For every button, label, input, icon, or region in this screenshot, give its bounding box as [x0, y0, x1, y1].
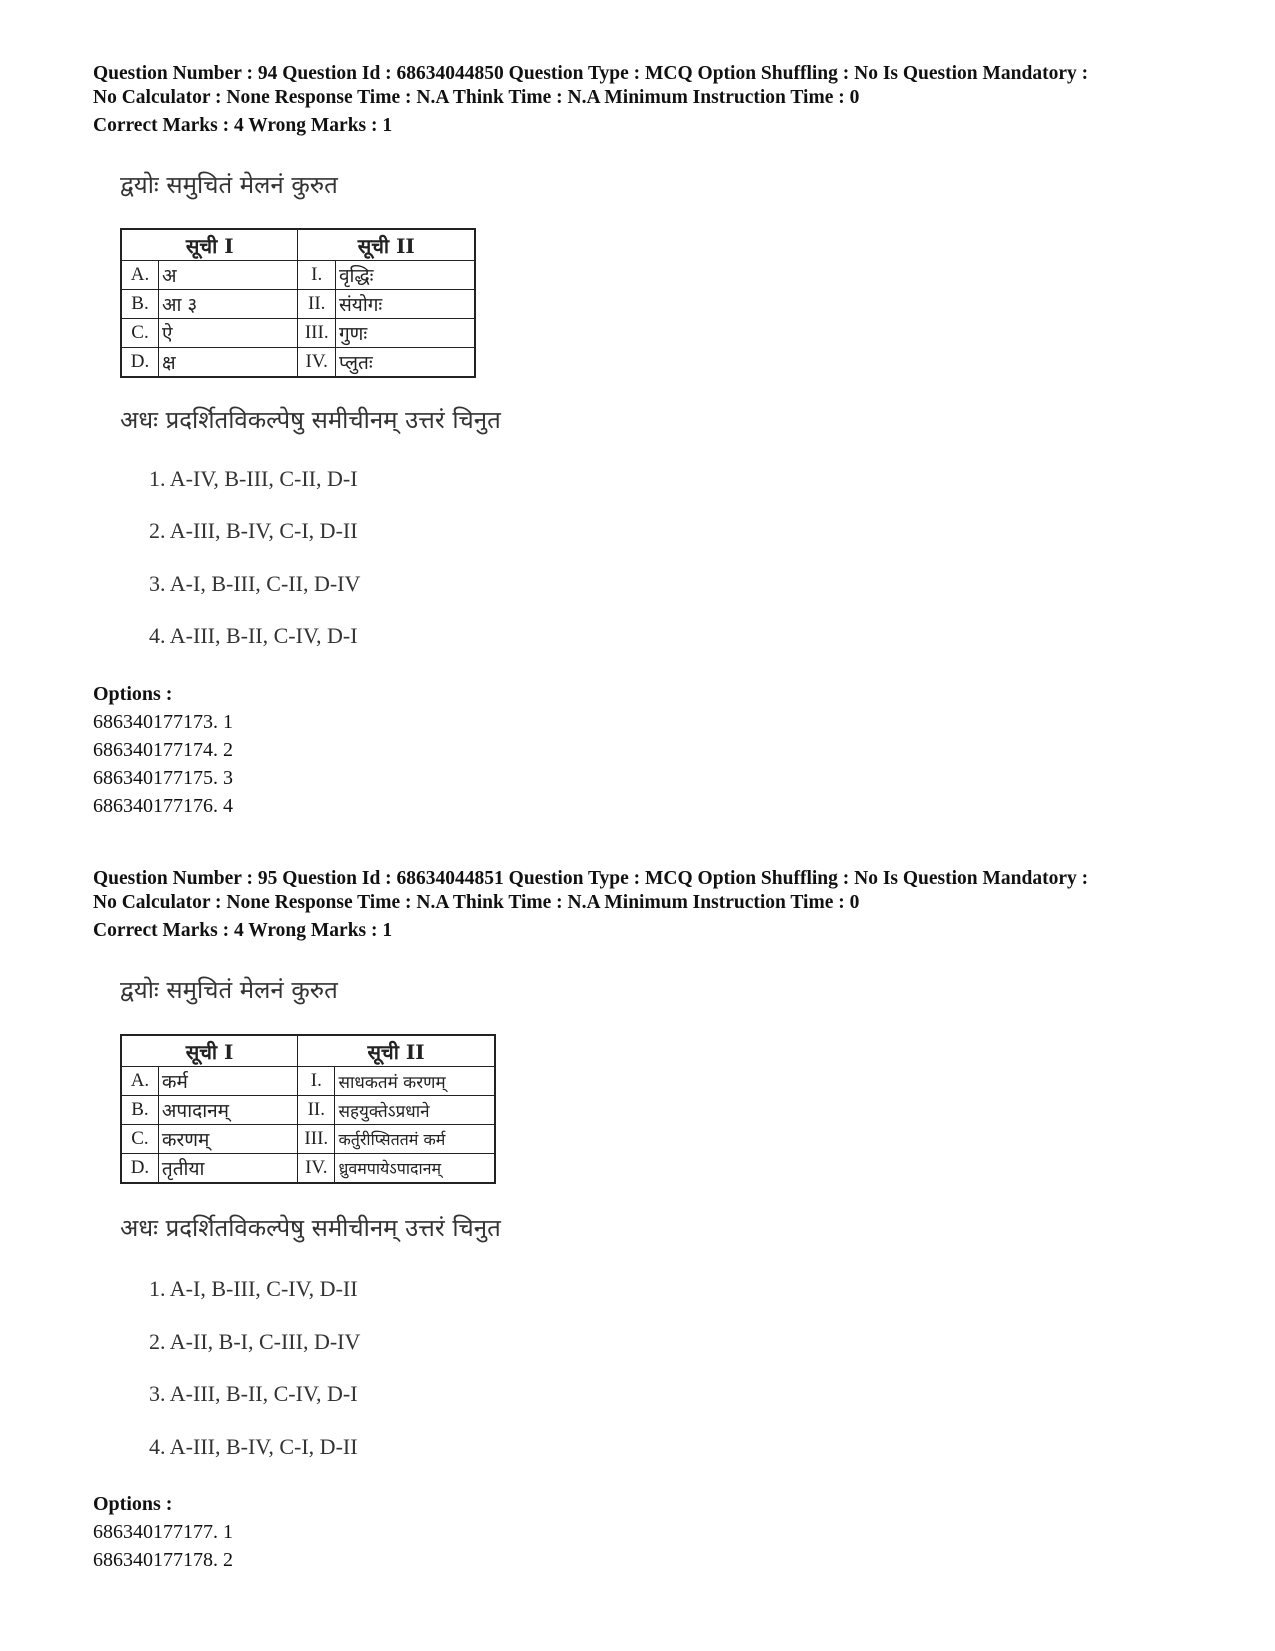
row-key: B. [121, 1096, 158, 1125]
table-row [121, 348, 475, 378]
row-key: IV. [298, 348, 335, 378]
row-key: III. [298, 319, 335, 348]
question-meta-line: Question Number : 95 Question Id : 68634044851 Question Type : MCQ Option Shuffling : No Is Question Mandatory : [93, 868, 1089, 889]
row-item: प्लुतः [335, 348, 475, 378]
answer-choice-2: 2. A-III, B-IV, C-I, D-II [149, 518, 358, 543]
option-id: 686340177176. 4 [93, 795, 233, 817]
question-prompt: द्वयोः समुचितं मेलनं कुरुत [120, 976, 338, 1004]
row-key: II. [298, 290, 335, 319]
row-key: I. [298, 1067, 335, 1096]
table-row [121, 1125, 495, 1154]
row-item: साधकतमं करणम् [335, 1067, 495, 1096]
answer-choice-4: 4. A-III, B-IV, C-I, D-II [149, 1434, 358, 1459]
row-key: A. [121, 261, 158, 290]
match-table-header [121, 229, 475, 261]
table-row [121, 1067, 495, 1096]
option-id: 686340177174. 2 [93, 739, 233, 761]
option-id: 686340177173. 1 [93, 711, 233, 733]
answer-choice-1: 1. A-I, B-III, C-IV, D-II [149, 1276, 358, 1301]
row-key: D. [121, 1154, 158, 1184]
row-item: सहयुक्तेऽप्रधाने [335, 1096, 495, 1125]
match-table [120, 228, 476, 378]
list-1-header: सूची I [121, 229, 298, 261]
marks-line: Correct Marks : 4 Wrong Marks : 1 [93, 115, 393, 136]
match-table-header [121, 1035, 495, 1067]
row-item: संयोगः [335, 290, 475, 319]
row-item: ध्रुवमपायेऽपादानम् [335, 1154, 495, 1184]
table-row [121, 1096, 495, 1125]
row-item: कर्म [158, 1067, 297, 1096]
match-table [120, 1034, 496, 1184]
row-item: क्ष [158, 348, 298, 378]
answer-choice-3: 3. A-III, B-II, C-IV, D-I [149, 1381, 358, 1406]
row-key: I. [298, 261, 335, 290]
answer-choice-3: 3. A-I, B-III, C-II, D-IV [149, 571, 361, 596]
table-row [121, 319, 475, 348]
row-item: अपादानम् [158, 1096, 297, 1125]
list-2-header: सूची II [298, 229, 475, 261]
row-item: तृतीया [158, 1154, 297, 1184]
marks-line: Correct Marks : 4 Wrong Marks : 1 [93, 920, 393, 941]
table-row [121, 290, 475, 319]
question-meta-line: Question Number : 94 Question Id : 68634044850 Question Type : MCQ Option Shuffling : No Is Question Mandatory : [93, 63, 1089, 84]
table-row [121, 1154, 495, 1184]
option-id: 686340177178. 2 [93, 1549, 233, 1571]
answer-choice-1: 1. A-IV, B-III, C-II, D-I [149, 466, 358, 491]
row-key: III. [298, 1125, 335, 1154]
list-2-header: सूची II [298, 1035, 495, 1067]
row-item: वृद्धिः [335, 261, 475, 290]
row-item: आ ३ [158, 290, 298, 319]
question-meta-line: No Calculator : None Response Time : N.A Think Time : N.A Minimum Instruction Time : 0 [93, 87, 860, 108]
question-instruction: अधः प्रदर्शितविकल्पेषु समीचीनम् उत्तरं चिनुत [120, 406, 501, 434]
row-key: IV. [298, 1154, 335, 1184]
answer-choice-2: 2. A-II, B-I, C-III, D-IV [149, 1329, 361, 1354]
row-key: C. [121, 319, 158, 348]
row-item: कर्तुरीप्सिततमं कर्म [335, 1125, 495, 1154]
row-key: II. [298, 1096, 335, 1125]
option-id: 686340177177. 1 [93, 1521, 233, 1543]
option-id: 686340177175. 3 [93, 767, 233, 789]
row-item: करणम् [158, 1125, 297, 1154]
question-instruction: अधः प्रदर्शितविकल्पेषु समीचीनम् उत्तरं चिनुत [120, 1214, 501, 1242]
table-row [121, 261, 475, 290]
row-key: B. [121, 290, 158, 319]
options-label: Options : [93, 1493, 173, 1515]
row-item: गुणः [335, 319, 475, 348]
row-key: A. [121, 1067, 158, 1096]
question-prompt: द्वयोः समुचितं मेलनं कुरुत [120, 171, 338, 199]
options-label: Options : [93, 683, 173, 705]
answer-choice-4: 4. A-III, B-II, C-IV, D-I [149, 623, 358, 648]
question-meta-line: No Calculator : None Response Time : N.A Think Time : N.A Minimum Instruction Time : 0 [93, 892, 860, 913]
row-item: अ [158, 261, 298, 290]
row-item: ऐ [158, 319, 298, 348]
row-key: D. [121, 348, 158, 378]
row-key: C. [121, 1125, 158, 1154]
list-1-header: सूची I [121, 1035, 298, 1067]
